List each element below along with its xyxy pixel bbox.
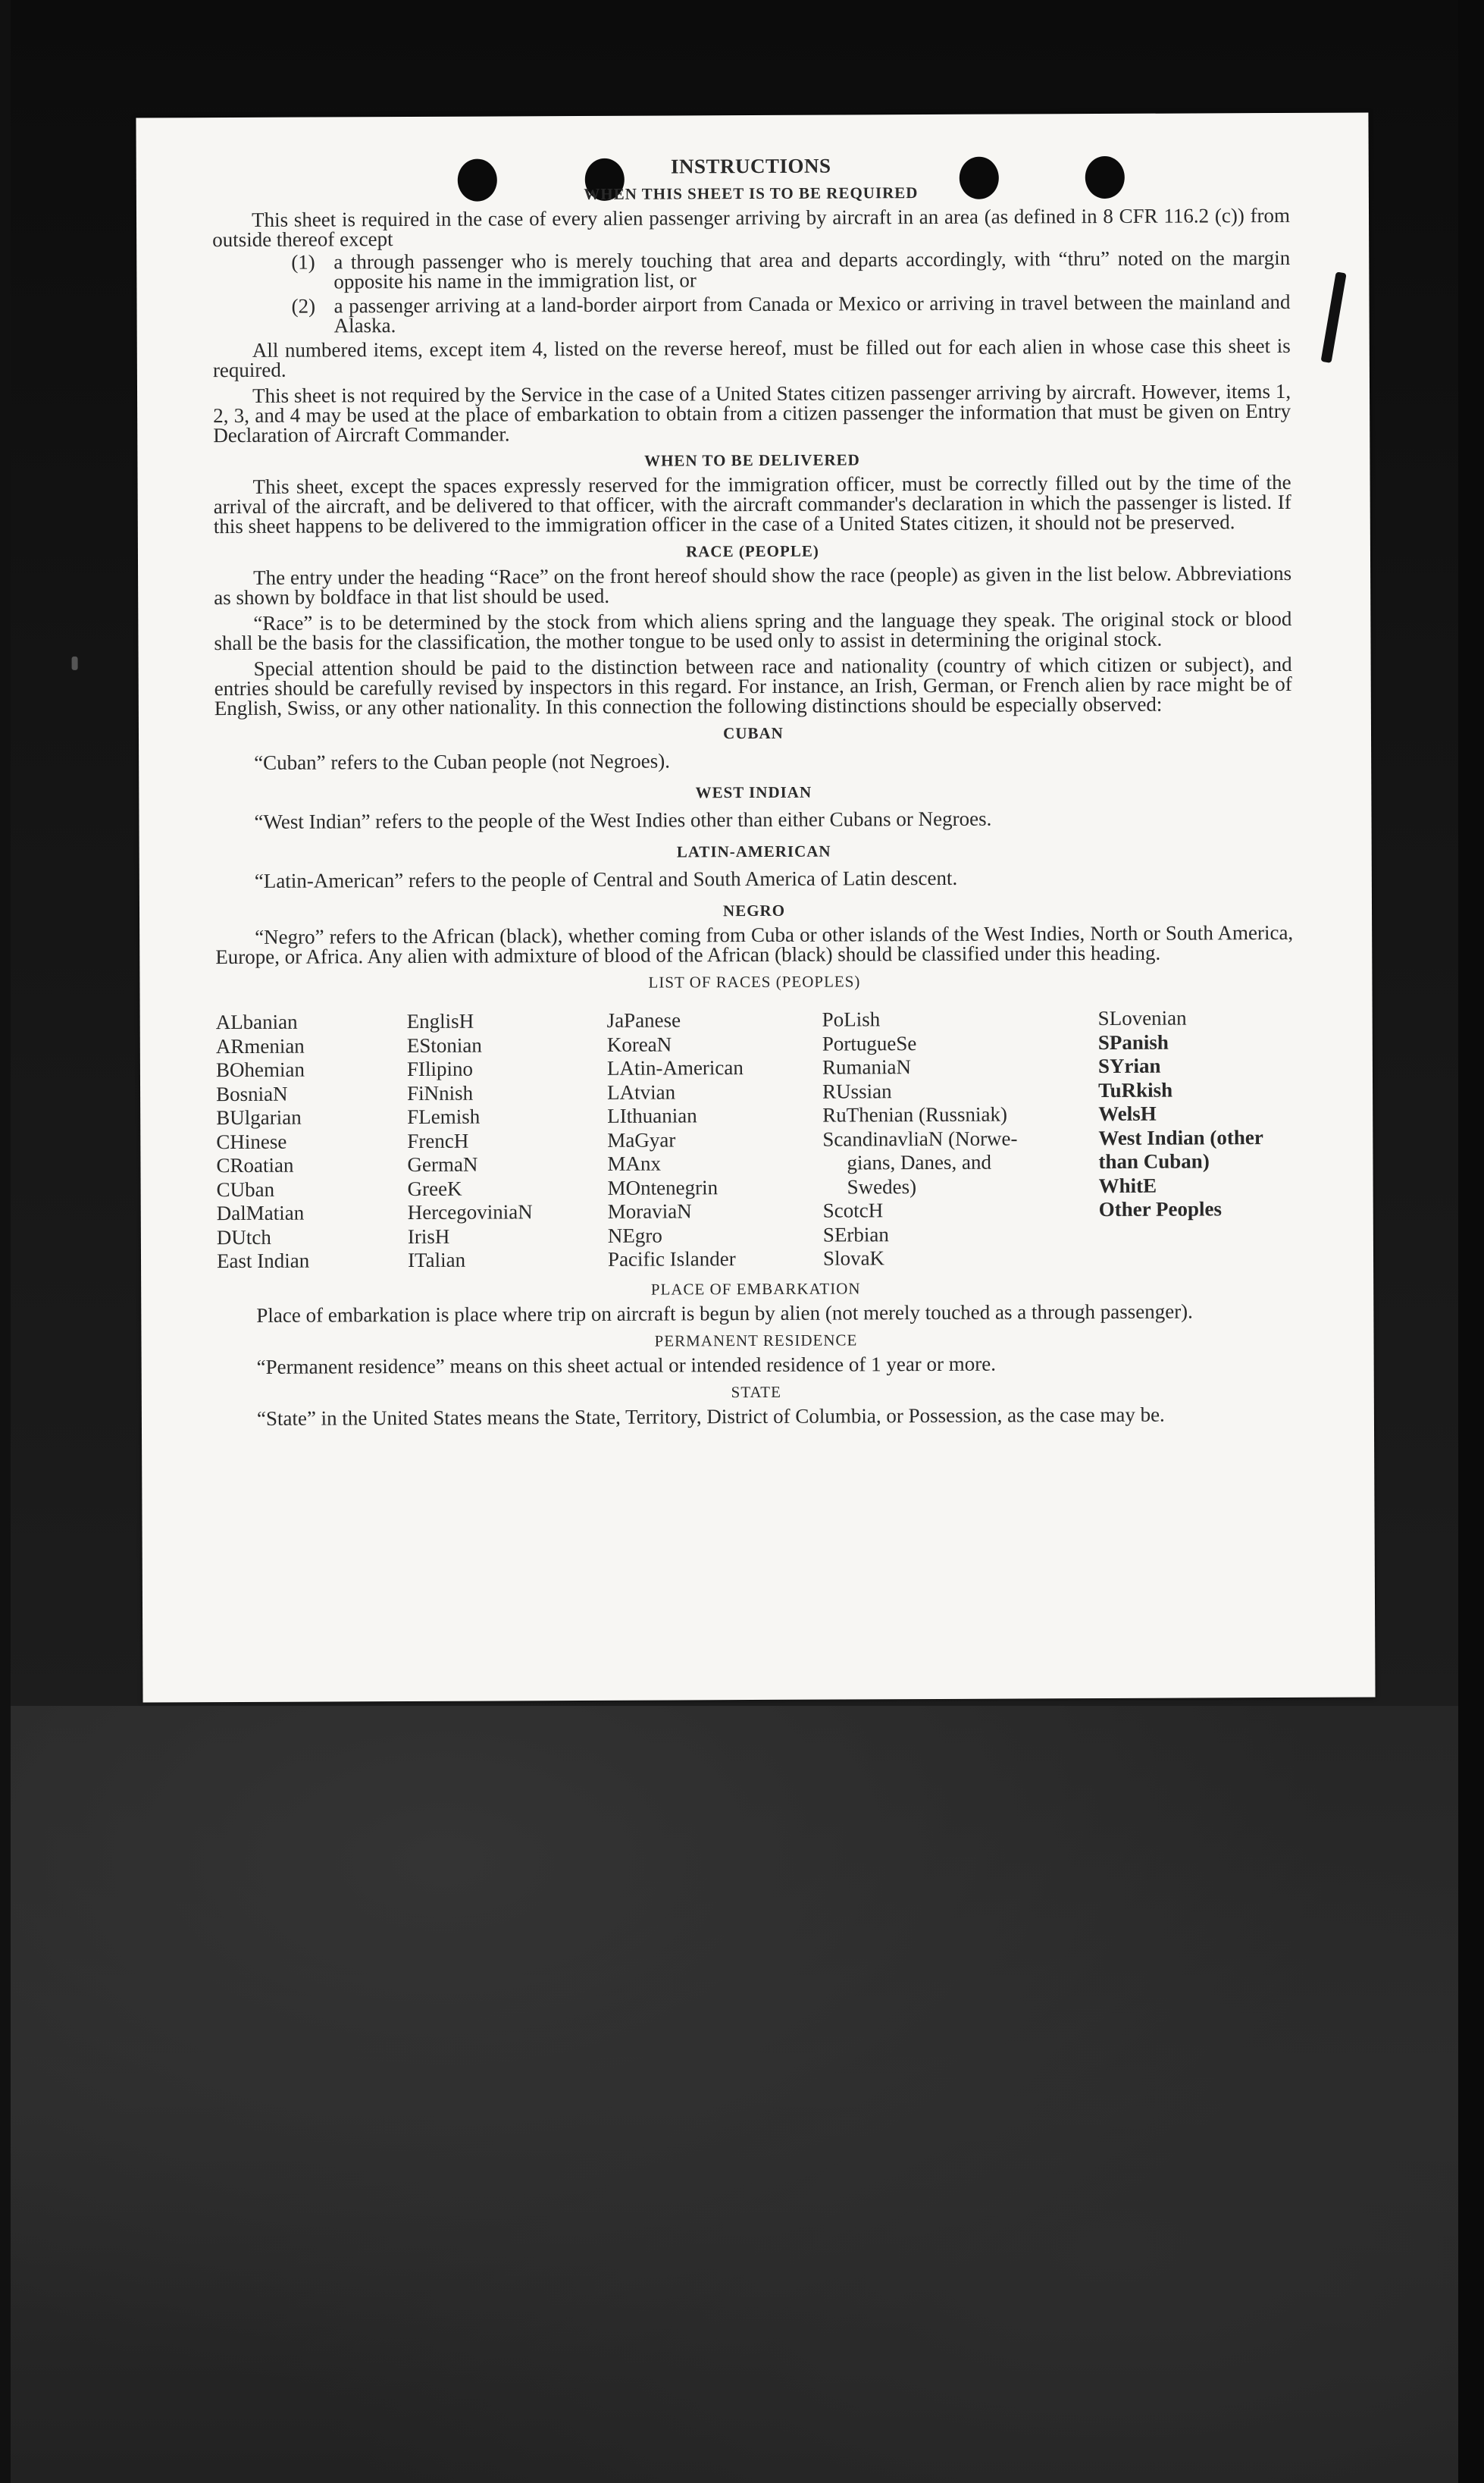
race-entry: PoLish	[822, 1008, 881, 1031]
race-entry: RumaniaN	[822, 1055, 911, 1079]
negro-text: “Negro” refers to the African (black), whether coming from Cuba or other islands of the West Indies, North or South America, Europe, or Africa. Any alien with admixture of blood of the African (black) should be classified under this heading.	[215, 920, 1294, 969]
races-column	[822, 1007, 1100, 1271]
race-entry: GermaN	[407, 1152, 478, 1177]
race-entry: than Cuban)	[1098, 1149, 1210, 1174]
race-entry: FiNnish	[406, 1081, 474, 1105]
race-entry: EnglisH	[406, 1009, 474, 1033]
race-entry: EStonian	[406, 1033, 482, 1057]
exception-text: a passenger arriving at a land-border airport from Canada or Mexico or arriving in travel between the mainland and Alaska.	[333, 290, 1291, 337]
races-column	[407, 1009, 609, 1273]
sheet-content	[212, 154, 1295, 1434]
section-heading-race: RACE (PEOPLE)	[686, 541, 819, 561]
race-entry: MaGyar	[607, 1127, 676, 1152]
section-heading-races-list: LIST OF RACES (PEOPLES)	[648, 972, 861, 992]
race-entry: NEgro	[607, 1224, 662, 1247]
latin-american-text: “Latin-American” refers to the people of Central and South America of Latin descent.	[254, 866, 958, 892]
race-entry: ARmenian	[215, 1034, 305, 1058]
exception-number: (2)	[291, 294, 316, 318]
film-speck	[72, 657, 78, 670]
when-required-intro: This sheet is required in the case of every alien passenger arriving by aircraft in an area (as defined in 8 CFR 116.2 (c)) from outside thereof except	[212, 203, 1291, 252]
race-entry: WelsH	[1098, 1102, 1157, 1126]
race-entry: LAtin-American	[606, 1056, 744, 1080]
race-paragraph: The entry under the heading “Race” on the front hereof should show the race (people) as given in the list below. Abbreviations as shown by boldface in that list should be used.	[214, 561, 1292, 610]
race-entry: MOntenegrin	[607, 1175, 719, 1199]
margin-ink-mark	[1321, 271, 1347, 363]
exception-item	[291, 292, 1290, 336]
race-entry: CRoatian	[216, 1153, 294, 1177]
section-heading-permanent-residence: PERMANENT RESIDENCE	[654, 1330, 858, 1350]
race-entry: DUtch	[216, 1225, 271, 1249]
numbered-items-note: All numbered items, except item 4, listed on the reverse hereof, must be filled out for each alien in whose case this sheet is required.	[212, 334, 1291, 382]
races-column	[1098, 1006, 1295, 1270]
race-entry: FIlipino	[406, 1057, 474, 1081]
race-entry: TuRkish	[1097, 1078, 1173, 1102]
races-list	[216, 1006, 1295, 1274]
race-entry: CHinese	[216, 1130, 287, 1153]
film-edge-left	[0, 0, 11, 2483]
race-entry: SLovenian	[1097, 1006, 1187, 1030]
race-entry: Pacific Islander	[607, 1247, 736, 1271]
race-entry: East Indian	[216, 1249, 310, 1273]
race-entry: SPanish	[1097, 1030, 1169, 1054]
race-entry: BOhemian	[215, 1058, 305, 1082]
section-heading-when-required: WHEN THIS SHEET IS TO BE REQUIRED	[584, 183, 919, 203]
race-entry: ALbanian	[215, 1010, 298, 1034]
race-entry: PortugueSe	[822, 1031, 917, 1055]
race-entry: ScandinavliaN (Norwe-	[822, 1126, 1018, 1151]
exception-item	[291, 248, 1290, 292]
race-entry: LAtvian	[606, 1080, 676, 1104]
section-heading-state: STATE	[731, 1382, 781, 1401]
race-entry: GreeK	[407, 1177, 462, 1200]
race-entry: IrisH	[407, 1224, 450, 1248]
exception-text: a through passenger who is merely touching that area and departs accordingly, with “thru” noted on the margin opposite his name in the immigration list, or	[333, 246, 1291, 293]
race-paragraph: “Race” is to be determined by the stock from which aliens spring and the language they speak. The original stock or blood shall be the basis for the classification, the mother tongue to be used only to assist in determining the original stock.	[214, 607, 1292, 655]
races-column	[216, 1010, 409, 1274]
race-entry: Swedes)	[847, 1174, 917, 1198]
race-entry: DalMatian	[216, 1201, 305, 1225]
section-heading-when-delivered: WHEN TO BE DELIVERED	[644, 450, 860, 470]
race-entry: HercegoviniaN	[407, 1200, 533, 1224]
race-entry: KoreaN	[606, 1032, 672, 1056]
race-entry: Other Peoples	[1098, 1197, 1223, 1221]
section-heading-negro: NEGRO	[722, 901, 786, 920]
page-title: INSTRUCTIONS	[670, 154, 831, 178]
citizen-note: This sheet is not required by the Service in the case of a United States citizen passenger arriving by aircraft. However, items 1, 2, 3, and 4 may be used at the place of embarkation to obtain from a citizen passenger the information that must be given on Entry Declaration of Aircraft Commander.	[213, 379, 1291, 447]
race-entry: BosniaN	[215, 1082, 288, 1105]
race-entry: RuThenian (Russniak)	[822, 1102, 1007, 1127]
permanent-residence-text: “Permanent residence” means on this sheet actual or intended residence of 1 year or more.	[256, 1352, 997, 1378]
races-column	[607, 1008, 824, 1272]
race-entry: ScotcH	[822, 1199, 884, 1222]
section-heading-latin-american: LATIN-AMERICAN	[676, 842, 831, 861]
race-entry: MAnx	[607, 1152, 662, 1175]
scan-background-bottom	[0, 1706, 1484, 2483]
state-text: “State” in the United States means the State, Territory, District of Columbia, or Possession, as the case may be.	[256, 1403, 1165, 1430]
cuban-text: “Cuban” refers to the Cuban people (not Negroes).	[254, 749, 671, 774]
race-entry: RUssian	[822, 1079, 892, 1103]
race-entry: FLemish	[407, 1105, 481, 1129]
race-entry: JaPanese	[606, 1008, 681, 1032]
when-delivered-text: This sheet, except the spaces expressly reserved for the immigration officer, must be correctly filled out by the time of the arrival of the aircraft, and be delivered to that officer, with the aircraft commander's declaration in which the passenger is listed. If this sheet happens to be delivered to the immigration officer in the case of a United States citizen, it should not be preserved.	[213, 470, 1291, 538]
race-entry: SlovaK	[822, 1246, 885, 1270]
section-heading-west-indian: WEST INDIAN	[695, 782, 812, 802]
race-entry: CUban	[216, 1177, 275, 1201]
race-entry: SErbian	[822, 1222, 889, 1246]
race-entry: SYrian	[1097, 1054, 1161, 1078]
race-entry: FrencH	[407, 1129, 469, 1152]
exception-number: (1)	[291, 250, 315, 274]
race-entry: ITalian	[407, 1248, 466, 1272]
place-of-embarkation-text: Place of embarkation is place where trip on aircraft is begun by alien (not merely touched as a through passenger).	[256, 1299, 1193, 1327]
race-entry: West Indian (other	[1098, 1125, 1263, 1149]
section-heading-place-of-embarkation: PLACE OF EMBARKATION	[650, 1278, 861, 1299]
race-paragraph: Special attention should be paid to the distinction between race and nationality (country of which citizen or subject), and entries should be carefully revised by inspectors in this regard. For instance, an Irish, German, or French alien by race might be of English, Swiss, or any other nationality. In this connection the following distinctions should be especially observed:	[214, 652, 1292, 720]
race-entry: gians, Danes, and	[847, 1150, 991, 1174]
race-entry: MoraviaN	[607, 1199, 692, 1223]
instruction-sheet	[136, 112, 1375, 1702]
race-entry: LIthuanian	[607, 1104, 697, 1127]
west-indian-text: “West Indian” refers to the people of the West Indies other than either Cubans or Negroes.	[254, 807, 992, 833]
film-edge-right	[1458, 0, 1484, 2483]
section-heading-cuban: CUBAN	[723, 723, 784, 743]
race-entry: WhitE	[1098, 1174, 1157, 1197]
race-entry: BUlgarian	[216, 1105, 302, 1130]
